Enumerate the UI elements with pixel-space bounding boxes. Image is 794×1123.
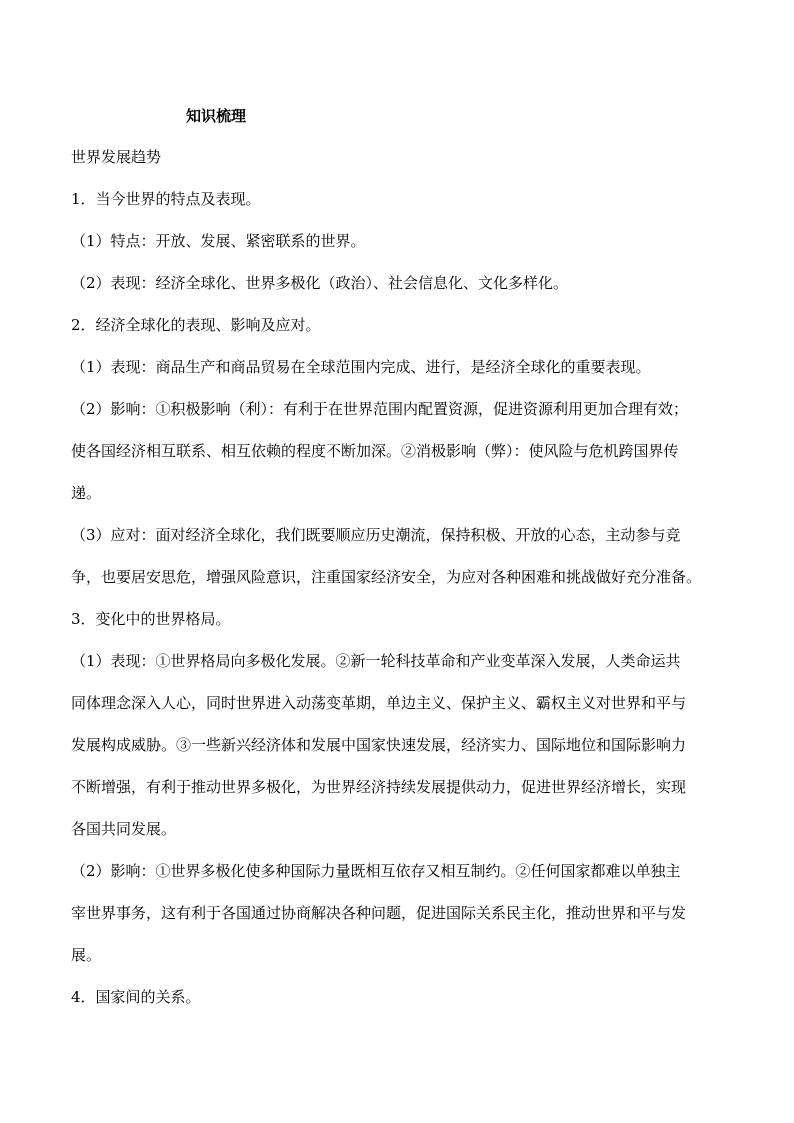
page-title: 知识梳理 xyxy=(186,107,247,125)
section-2-item-1: （1）表现：商品生产和商品贸易在全球范围内完成、进行，是经济全球化的重要表现。 xyxy=(71,358,651,376)
section-2-item-2-line-2: 使各国经济相互联系、相互依赖的程度不断加深。②消极影响（弊）：使风险与危机跨国界传 xyxy=(71,442,679,460)
section-3-item-2-line-2: 宰世界事务，这有利于各国通过协商解决各种问题，促进国际关系民主化，推动世界和平与发 xyxy=(71,904,687,922)
section-3-item-1-line-5: 各国共同发展。 xyxy=(71,820,177,838)
section-3-item-2-line-3: 展。 xyxy=(71,946,102,964)
section-3-item-1-line-3: 发展构成威胁。③一些新兴经济体和发展中国家快速发展，经济实力、国际地位和国际影响力 xyxy=(71,736,687,754)
section-2-item-3-line-2: 争，也要居安思危，增强风险意识，注重国家经济安全，为应对各种困难和挑战做好充分准备。 xyxy=(71,568,702,586)
section-3-item-1-line-1: （1）表现：①世界格局向多极化发展。②新一轮科技革命和产业变革深入发展，人类命运共 xyxy=(71,652,681,670)
section-2-item-3-line-1: （3）应对：面对经济全球化，我们既要顺应历史潮流，保持积极、开放的心态，主动参与竞 xyxy=(71,526,681,544)
section-3-item-1-line-4: 不断增强，有利于推动世界多极化，为世界经济持续发展提供动力，促进世界经济增长，实现 xyxy=(71,778,687,796)
section-2-item-2-line-1: （2）影响：①积极影响（利）：有利于在世界范围内配置资源，促进资源利用更加合理有效； xyxy=(71,400,689,418)
section-3-item-1-line-2: 同体理念深入人心，同时世界进入动荡变革期，单边主义、保护主义、霸权主义对世界和平与 xyxy=(71,694,687,712)
section-3-title: 3．变化中的世界格局。 xyxy=(71,610,231,628)
section-1-item-2: （2）表现：经济全球化、世界多极化（政治）、社会信息化、文化多样化。 xyxy=(71,274,569,292)
section-heading: 世界发展趋势 xyxy=(71,148,162,166)
section-1-item-1: （1）特点：开放、发展、紧密联系的世界。 xyxy=(71,232,366,250)
section-2-title: 2．经济全球化的表现、影响及应对。 xyxy=(71,316,321,334)
section-1-title: 1．当今世界的特点及表现。 xyxy=(71,190,261,208)
document-body xyxy=(71,147,724,1008)
section-4-title: 4．国家间的关系。 xyxy=(71,988,201,1006)
section-2-item-2-line-3: 递。 xyxy=(71,484,102,502)
section-3-item-2-line-1: （2）影响：①世界多极化使多种国际力量既相互依存又相互制约。②任何国家都难以单独主 xyxy=(71,862,681,880)
